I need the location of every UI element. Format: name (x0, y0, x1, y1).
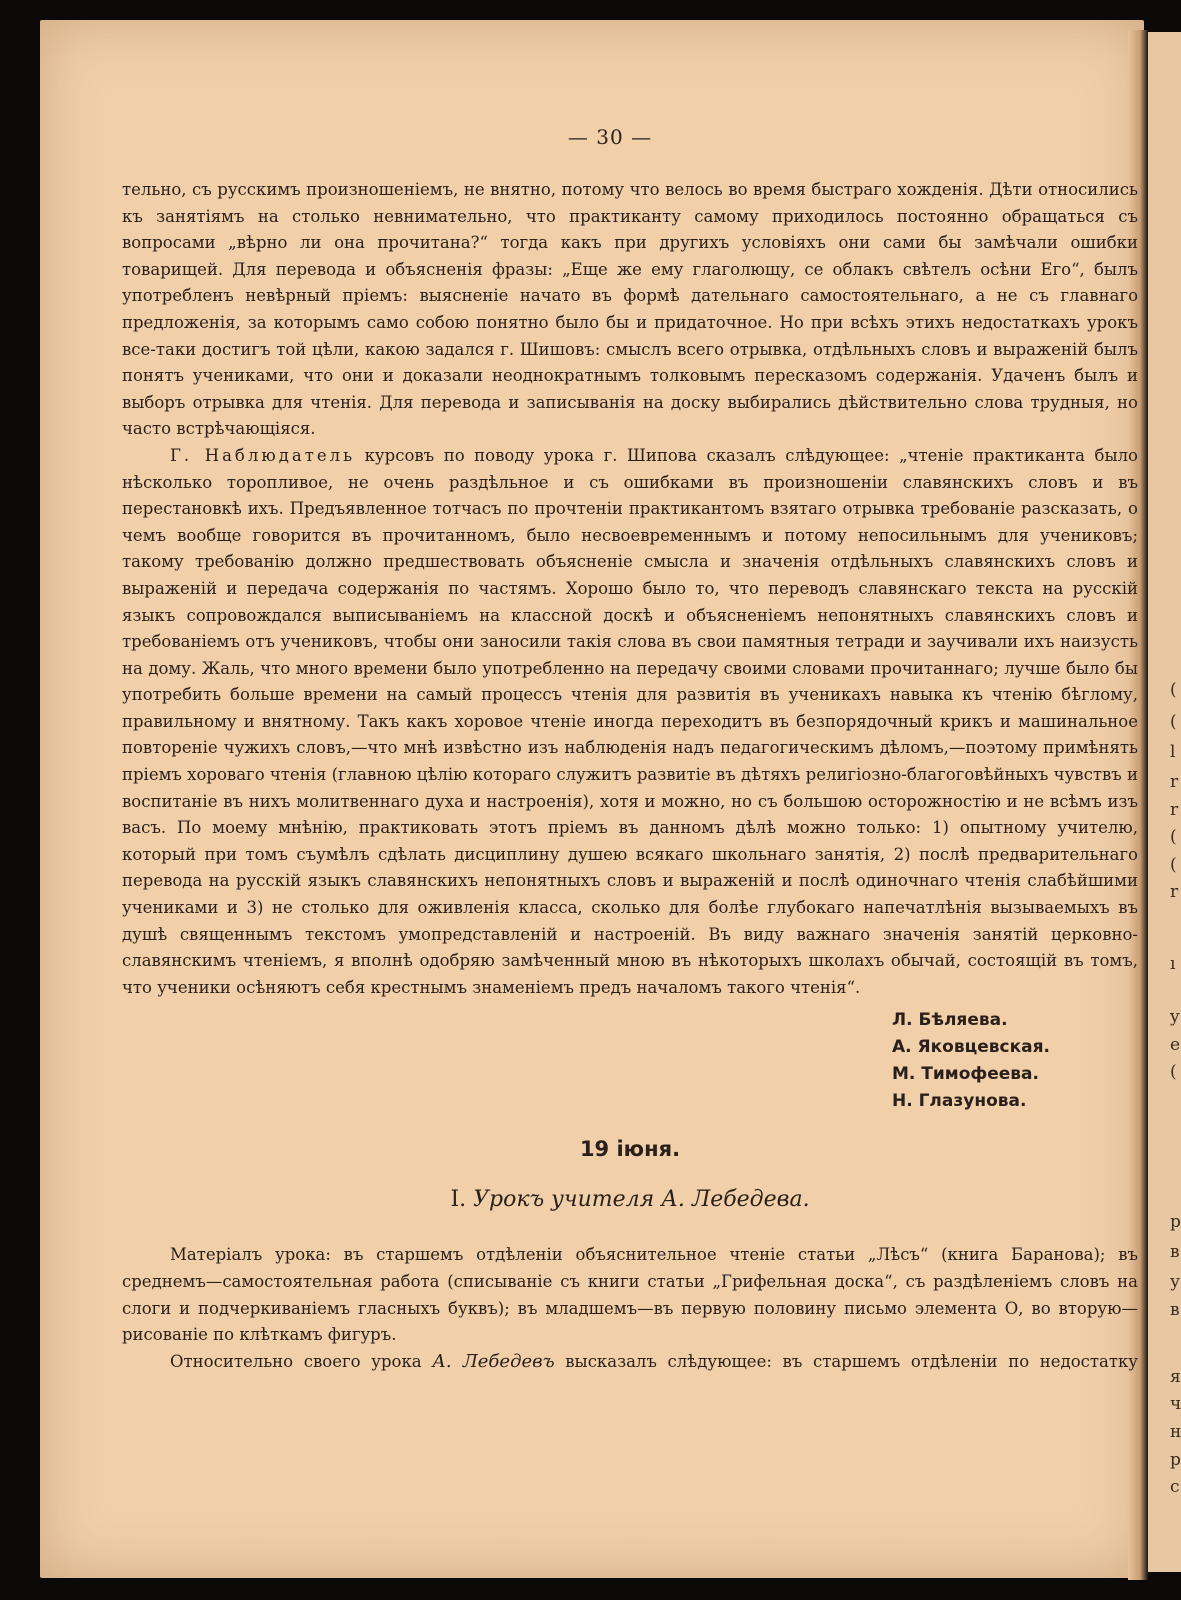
edge-glyph: у (1170, 1272, 1181, 1292)
edge-glyph: ( (1170, 712, 1177, 732)
edge-glyph: ( (1170, 827, 1177, 847)
edge-glyph: в (1170, 1242, 1180, 1262)
paragraph-2 (122, 443, 1138, 1001)
lesson-title: Урокъ учителя А. Лебедева. (473, 1187, 810, 1213)
signature: Н. Глазунова. (892, 1091, 1027, 1112)
edge-glyph: с (1170, 1477, 1180, 1497)
signature: М. Тимофеева. (892, 1064, 1039, 1085)
edge-glyph: r (1170, 772, 1179, 792)
signature: Л. Бѣляева. (892, 1010, 1008, 1031)
edge-glyph: я (1170, 1367, 1181, 1387)
edge-glyph: y (1170, 1007, 1180, 1027)
paragraph-3: Матеріалъ урока: въ старшемъ отдѣленіи объяснительное чтеніе статьи „Лѣсъ“ (книга Баранова); въ среднемъ—самостоятельная работа (списываніе съ книги статьи „Грифельная доска“, съ раздѣленіемъ словъ на слоги и подчеркиваніемъ гласныхъ буквъ); въ младшемъ—въ первую половину письмо элемента О, во вторую—рисованіе по клѣткамъ фигуръ. (122, 1245, 1138, 1345)
lesson-heading (122, 1187, 1138, 1212)
edge-glyph: в (1170, 1300, 1180, 1320)
edge-glyph: e (1170, 1035, 1181, 1055)
paragraph-1: тельно, съ русскимъ произношеніемъ, не внятно, потому что велось во время быстраго хожденія. Дѣти относились къ занятіямъ на столько невнимательно, что практиканту самому приходилось постоянно обращаться съ вопросами „вѣрно ли она прочитана?“ тогда какъ при другихъ условіяхъ они сами бы замѣчали ошибки товарищей. Для перевода и объясненія фразы: „Еще же ему глаголющу, се облакъ свѣтелъ осѣни Его“, былъ употребленъ невѣрный пріемъ: выясненіе начато въ формѣ дательнаго самостоятельнаго, а не съ главнаго предложенія, за которымъ само собою понятно было бы и придаточное. Но при всѣхъ этихъ недостаткахъ урокъ все-таки достигъ той цѣли, какою задался г. Шишовъ: смыслъ всего отрывка, отдѣльныхъ словъ и выраженій былъ понятъ учениками, что они и доказали неоднократнымъ толковымъ пересказомъ содержанія. Удаченъ былъ и выборъ отрывка для чтенія. Для перевода и записыванія на доску выбирались дѣйствительно слова трудныя, но часто встрѣчающіяся. (122, 180, 1138, 439)
signature: А. Яковцевская. (892, 1037, 1050, 1058)
edge-glyph: н (1170, 1422, 1181, 1442)
paragraph-2-text: курсовъ по поводу урока г. Шипова сказалъ слѣдующее: „чтеніе практиканта было нѣсколько торопливое, не очень раздѣльное и съ ошибками въ произношеніи славянскихъ словъ и въ перестановкѣ ихъ. Предъявленное тотчасъ по прочтеніи практикантомъ взятаго отрывка требованіе разсказать, о чемъ вообще говорится въ прочитанномъ, было несвоевременнымъ и потому непосильнымъ для учениковъ; такому требованію должно предшествовать объясненіе смысла и значенія отдѣльныхъ славянскихъ словъ и выраженій и передача содержанія по частямъ. Хорошо было то, что переводъ славянскаго текста на русскій языкъ сопровождался выписываніемъ на классной доскѣ и объясненіемъ непонятныхъ славянскихъ словъ и требованіемъ отъ учениковъ, чтобы они заносили такія слова въ свои памятныя тетради и заучивали ихъ наизусть на дому. Жаль, что много времени было употребленно на передачу своими словами прочитаннаго; лучше было бы употребить больше времени на самый процессъ чтенія для развитія въ ученикахъ навыка къ чтенію бѣглому, правильному и внятному. Такъ какъ хоровое чтеніе иногда переходитъ въ безпорядочный крикъ и машинальное повтореніе чужихъ словъ,—что мнѣ извѣстно изъ наблюденія надъ педагогическимъ дѣломъ,—поэтому примѣнять пріемъ хороваго чтенія (главною цѣлію котораго служитъ развитіе въ дѣтяхъ религіозно-благоговѣйныхъ чувствъ и воспитаніе въ нихъ молитвеннаго духа и настроенія), хотя и можно, но съ большою осторожностію и не всѣмъ изъ васъ. По моему мнѣнію, практиковать этотъ пріемъ въ данномъ дѣлѣ можно только: 1) опытному учителю, который при томъ съумѣлъ сдѣлать дисциплину душею всякаго школьнаго занятія, 2) послѣ предварительнаго перевода на русскій языкъ славянскихъ непонятныхъ словъ и выраженій и послѣ одиночнаго чтенія слабѣйшими учениками и 3) не столько для оживленія класса, сколько для болѣе глубокаго напечатлѣнія вызываемыхъ въ душѣ священнымъ текстомъ умопредставленій и настроеній. Въ виду важнаго значенія занятій церковно-славянскимъ чтеніемъ, я вполнѣ одобряю замѣченный мною въ нѣкоторыхъ школахъ обычай, состоящій въ томъ, что ученики осѣняютъ себя крестнымъ знаменіемъ предъ началомъ такого чтенія“. (122, 445, 1138, 997)
date-heading: 19 іюня. (579, 1137, 681, 1162)
edge-glyph: ( (1170, 855, 1177, 875)
edge-glyph: r (1170, 800, 1179, 820)
paragraph-4-start: Относительно своего урока (170, 1351, 433, 1371)
edge-glyph: ч (1170, 1394, 1181, 1414)
paragraph-4-end: высказалъ слѣдующее: въ старшемъ отдѣленіи по недостатку (554, 1351, 1139, 1371)
edge-glyph: ı (1170, 954, 1176, 974)
page-number: — 30 — (567, 125, 653, 149)
edge-glyph: р (1170, 1450, 1181, 1470)
teacher-name: А. Лебедевъ (432, 1350, 555, 1372)
edge-glyph: ( (1170, 1062, 1177, 1082)
edge-glyph: r (1170, 882, 1179, 902)
edge-glyph: p (1170, 1212, 1181, 1232)
signatures (892, 1007, 1138, 1115)
page-content (122, 125, 1138, 1375)
observer-lead: Г. Наблюдатель (170, 445, 356, 465)
edge-glyph: l (1170, 742, 1176, 762)
lesson-number: I. (450, 1187, 467, 1213)
paragraph-4 (122, 1349, 1138, 1376)
edge-glyph: ( (1170, 680, 1177, 700)
next-page-edge (1148, 32, 1181, 1572)
